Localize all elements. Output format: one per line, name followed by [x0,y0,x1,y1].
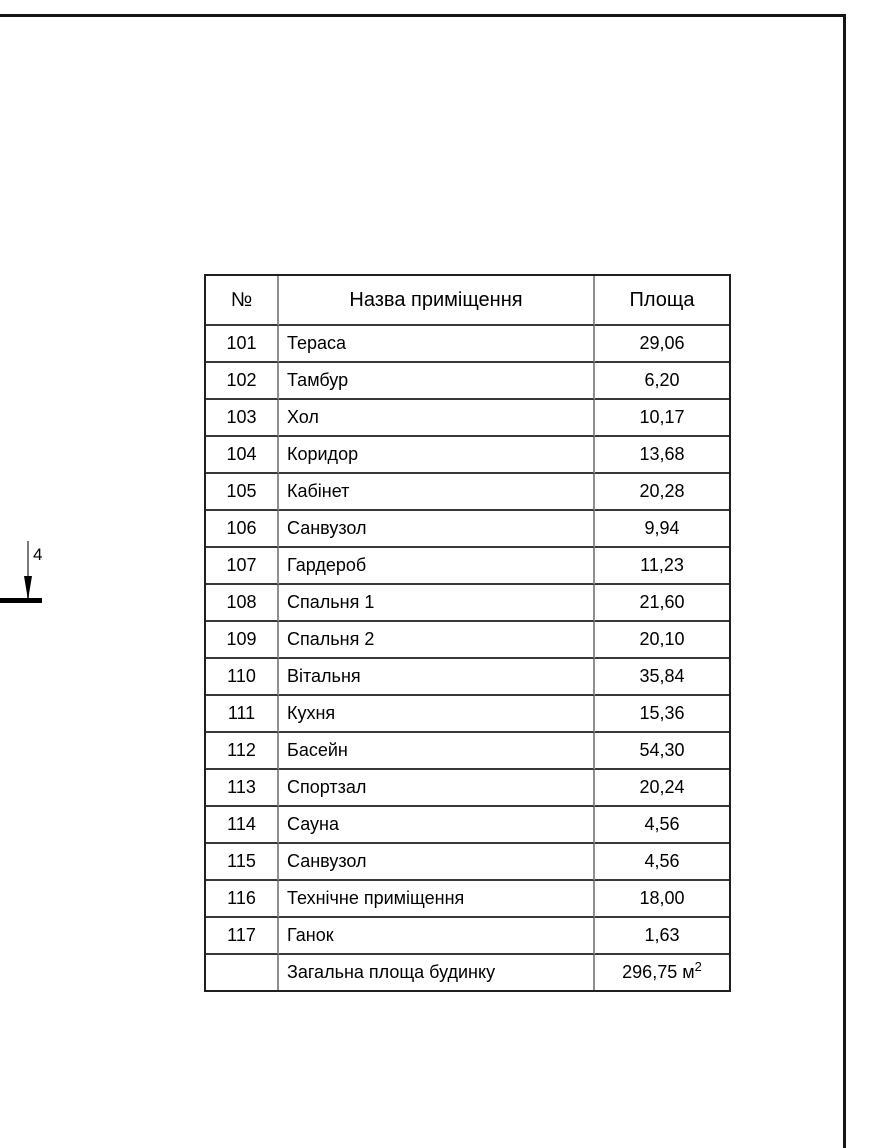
total-row [206,955,729,990]
room-name-cell: Санвузол [279,844,595,881]
table-row [206,437,729,474]
room-name-cell: Тамбур [279,363,595,400]
room-area-cell: 1,63 [595,918,729,955]
room-table-header [206,276,729,326]
room-table-total [206,955,729,990]
room-number-cell: 111 [206,696,279,733]
table-row [206,844,729,881]
table-row [206,363,729,400]
room-number-cell: 103 [206,400,279,437]
room-number-cell: 114 [206,807,279,844]
room-name-cell: Кухня [279,696,595,733]
room-number-cell: 105 [206,474,279,511]
table-row [206,511,729,548]
room-area-cell: 54,30 [595,733,729,770]
room-name-cell: Технічне приміщення [279,881,595,918]
total-area-sup: 2 [694,959,702,974]
room-schedule-table [204,274,731,992]
room-number-cell: 113 [206,770,279,807]
room-number-cell: 104 [206,437,279,474]
room-area-cell: 9,94 [595,511,729,548]
room-area-cell: 35,84 [595,659,729,696]
header-area: Площа [595,276,729,326]
room-number-cell: 115 [206,844,279,881]
axis-marker-baseline [0,598,42,603]
axis-marker-label: 4 [33,545,43,564]
room-number-cell: 107 [206,548,279,585]
room-name-cell: Коридор [279,437,595,474]
table-row [206,585,729,622]
room-number-cell: 106 [206,511,279,548]
room-name-cell: Ганок [279,918,595,955]
room-name-cell: Спортзал [279,770,595,807]
room-name-cell: Тераса [279,326,595,363]
room-number-cell: 117 [206,918,279,955]
table-row [206,548,729,585]
room-name-cell: Санвузол [279,511,595,548]
room-name-cell: Гардероб [279,548,595,585]
table-row [206,622,729,659]
room-area-cell: 15,36 [595,696,729,733]
room-table-body [206,326,729,955]
room-name-cell: Спальня 2 [279,622,595,659]
room-area-cell: 20,24 [595,770,729,807]
room-area-cell: 10,17 [595,400,729,437]
room-area-cell: 20,10 [595,622,729,659]
room-name-cell: Кабінет [279,474,595,511]
header-name: Назва приміщення [279,276,595,326]
header-number: № [206,276,279,326]
room-area-cell: 4,56 [595,844,729,881]
room-number-cell: 109 [206,622,279,659]
table-row [206,733,729,770]
table-row [206,807,729,844]
table-row [206,696,729,733]
sheet-frame-top-line [0,14,846,17]
total-area-cell [595,955,729,990]
table-row [206,400,729,437]
room-number-cell: 110 [206,659,279,696]
sheet-frame-right-line [843,14,846,1148]
room-name-cell: Сауна [279,807,595,844]
total-label-cell: Загальна площа будинку [279,955,595,990]
room-number-cell: 102 [206,363,279,400]
table-row [206,659,729,696]
axis-marker-arrow-icon [24,576,32,600]
room-number-cell: 101 [206,326,279,363]
table-row [206,918,729,955]
header-row [206,276,729,326]
room-area-cell: 13,68 [595,437,729,474]
room-area-cell: 18,00 [595,881,729,918]
room-number-cell: 108 [206,585,279,622]
room-area-cell: 29,06 [595,326,729,363]
room-area-cell: 6,20 [595,363,729,400]
room-area-cell: 20,28 [595,474,729,511]
table-row [206,326,729,363]
room-number-cell: 112 [206,733,279,770]
room-name-cell: Вітальня [279,659,595,696]
table-row [206,881,729,918]
room-area-cell: 11,23 [595,548,729,585]
room-area-cell: 4,56 [595,807,729,844]
total-number-cell [206,955,279,990]
table-row [206,770,729,807]
room-number-cell: 116 [206,881,279,918]
room-area-cell: 21,60 [595,585,729,622]
table-row [206,474,729,511]
total-area-value: 296,75 м [622,962,695,982]
room-name-cell: Спальня 1 [279,585,595,622]
room-name-cell: Басейн [279,733,595,770]
room-name-cell: Хол [279,400,595,437]
